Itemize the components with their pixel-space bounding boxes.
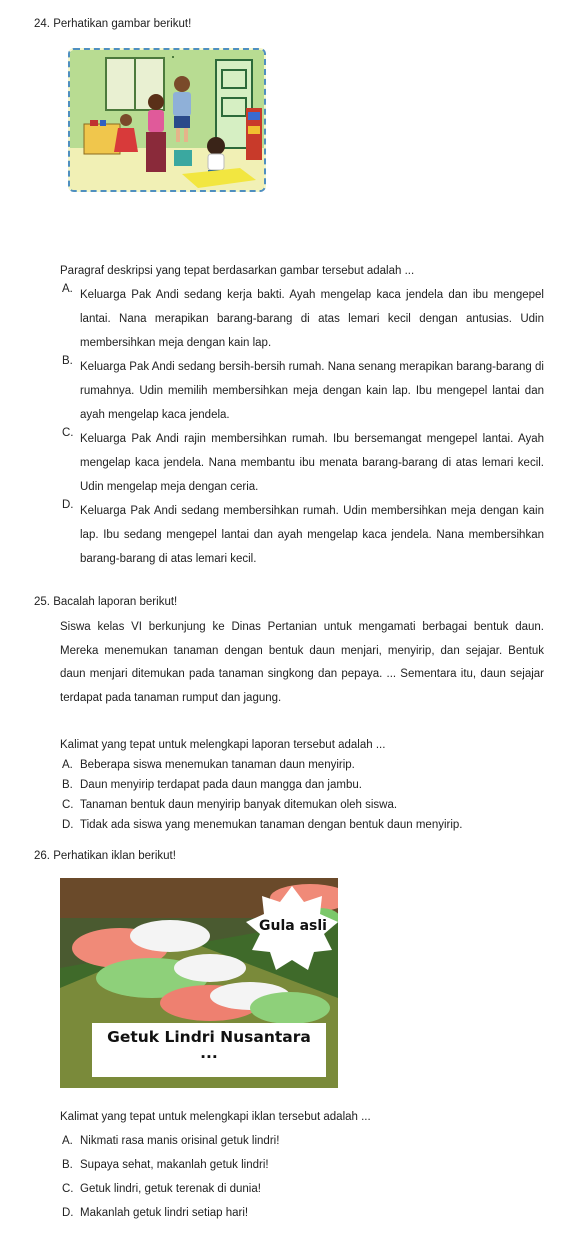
option-label: B. bbox=[62, 779, 73, 791]
option-text: Keluarga Pak Andi sedang bersih-bersih rumah. Nana senang merapikan barang-barang di rumahnya. Udin memilih membersihkan meja dengan kain lap. Ibu mengepel lantai dan ayah mengelap kaca jendela. bbox=[80, 361, 544, 421]
q24-option-c[interactable] bbox=[62, 427, 544, 499]
question-instruction: Perhatikan iklan berikut! bbox=[53, 850, 176, 862]
question-number: 26. bbox=[34, 850, 50, 862]
question-25-prompt: Kalimat yang tepat untuk melengkapi laporan tersebut adalah ... bbox=[60, 739, 386, 751]
option-label: D. bbox=[62, 1207, 74, 1219]
q26-option-c[interactable] bbox=[62, 1179, 544, 1199]
q24-option-d[interactable] bbox=[62, 499, 544, 571]
q25-option-c[interactable] bbox=[62, 795, 544, 815]
option-label: C. bbox=[62, 1183, 74, 1195]
q26-option-d[interactable] bbox=[62, 1203, 544, 1223]
q24-option-a[interactable] bbox=[62, 283, 544, 355]
option-label: B. bbox=[62, 1159, 73, 1171]
question-instruction: Perhatikan gambar berikut! bbox=[53, 18, 192, 30]
option-text: Tidak ada siswa yang menemukan tanaman dengan bentuk daun menyirip. bbox=[80, 819, 463, 831]
getuk-lindri-ad-image bbox=[60, 878, 338, 1088]
option-text: Nikmati rasa manis orisinal getuk lindri! bbox=[80, 1135, 280, 1147]
q26-option-b[interactable] bbox=[62, 1155, 544, 1175]
option-text: Beberapa siswa menemukan tanaman daun menyirip. bbox=[80, 759, 355, 771]
question-25-header bbox=[34, 596, 177, 608]
option-label: A. bbox=[62, 283, 73, 295]
option-label: D. bbox=[62, 499, 74, 511]
option-text: Getuk lindri, getuk terenak di dunia! bbox=[80, 1183, 261, 1195]
report-passage: Siswa kelas VI berkunjung ke Dinas Pertanian untuk mengamati berbagai bentuk daun. Mereka menemukan tanaman dengan bentuk daun menjari, menyirip, dan sejajar. Bentuk daun menjari ditemukan pada tanaman singkong dan pepaya. ... Sementara itu, daun sejajar terdapat pada tanaman rumput dan jagung. bbox=[60, 621, 544, 704]
family-cleaning-illustration bbox=[68, 48, 266, 192]
question-number: 24. bbox=[34, 18, 50, 30]
option-label: A. bbox=[62, 759, 73, 771]
option-text: Keluarga Pak Andi rajin membersihkan rumah. Ibu bersemangat mengepel lantai. Ayah mengelap kaca jendela. Nana membantu ibu menata barang-barang di atas lemari kecil. Udin mengelap meja dengan ceria. bbox=[80, 433, 544, 493]
option-text: Makanlah getuk lindri setiap hari! bbox=[80, 1207, 249, 1219]
option-text: Supaya sehat, makanlah getuk lindri! bbox=[80, 1159, 269, 1171]
option-label: A. bbox=[62, 1135, 73, 1147]
option-label: B. bbox=[62, 355, 73, 367]
q25-option-d[interactable] bbox=[62, 815, 544, 835]
q24-option-b[interactable] bbox=[62, 355, 544, 427]
q25-option-a[interactable] bbox=[62, 755, 544, 775]
option-text: Keluarga Pak Andi sedang kerja bakti. Ayah mengelap kaca jendela dan ibu mengepel lantai. Nana merapikan barang-barang di atas lemari kecil dengan antusias. Udin membersihkan meja dengan kain lap. bbox=[80, 289, 544, 349]
question-24-prompt: Paragraf deskripsi yang tepat berdasarkan gambar tersebut adalah ... bbox=[60, 265, 415, 277]
question-26-prompt: Kalimat yang tepat untuk melengkapi iklan tersebut adalah ... bbox=[60, 1111, 371, 1123]
q26-option-a[interactable] bbox=[62, 1131, 544, 1151]
option-label: C. bbox=[62, 427, 74, 439]
ad-badge-text: Gula asli bbox=[259, 918, 327, 934]
ad-ellipsis: ... bbox=[200, 1044, 218, 1062]
question-number: 25. bbox=[34, 596, 50, 608]
option-label: C. bbox=[62, 799, 74, 811]
option-text: Tanaman bentuk daun menyirip banyak ditemukan oleh siswa. bbox=[80, 799, 398, 811]
question-24-header bbox=[34, 18, 191, 30]
q25-option-b[interactable] bbox=[62, 775, 544, 795]
ad-title-box bbox=[92, 1023, 326, 1077]
option-text: Daun menyirip terdapat pada daun mangga dan jambu. bbox=[80, 779, 362, 791]
ad-title: Getuk Lindri Nusantara bbox=[107, 1028, 311, 1046]
option-text: Keluarga Pak Andi sedang membersihkan rumah. Udin membersihkan meja dengan kain lap. Ibu sedang mengepel lantai dan ayah mengelap kaca jendela. Nana membersihkan barang-barang di atas lemari kecil. bbox=[80, 505, 544, 565]
question-26-header bbox=[34, 850, 176, 862]
question-instruction: Bacalah laporan berikut! bbox=[53, 596, 178, 608]
option-label: D. bbox=[62, 819, 74, 831]
